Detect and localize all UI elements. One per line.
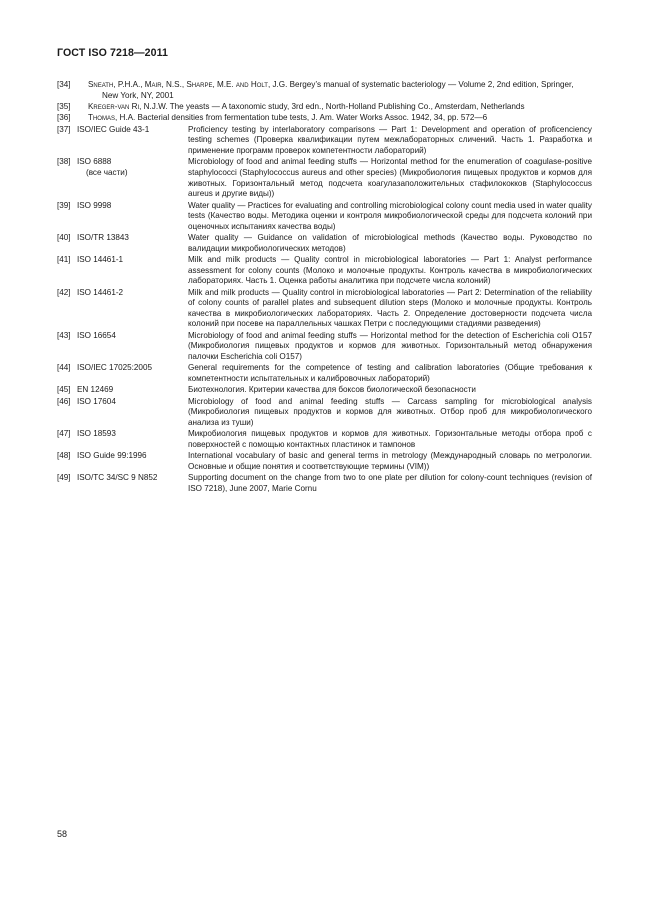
reference-code: ISO 17604 — [77, 396, 116, 406]
reference-code: ISO 14461-1 — [77, 255, 124, 265]
reference-text: Water quality — Guidance on validation of microbiological methods (Качество воды. Руководство по валидации микробиологических методов) — [188, 233, 592, 253]
reference-item — [57, 397, 592, 429]
reference-text: J.G. Bergey’s manual of systematic bacteriology — Volume 2, 2nd edition, Springer, New York, NY, 2001 — [102, 80, 574, 100]
reference-text: Microbiology of food and animal feeding stuffs — Horizontal method for the enumeration of coagulase-positive staphylococci (Staphylococcus aureus and other species) (Микробиология пищевых продуктов и кормов для животных. Горизонтальный метод подсчета коагулазаположительных стафилококков (Staphylococcus aureus и другие виды)) — [188, 157, 592, 199]
reference-number: [48] — [57, 451, 71, 461]
reference-number: [37] — [57, 124, 71, 134]
reference-code: ISO Guide 99:1996 — [77, 451, 147, 461]
reference-body — [88, 113, 592, 124]
reference-number: [42] — [57, 287, 71, 297]
bibliography-list — [57, 80, 592, 495]
reference-number: [43] — [57, 330, 71, 340]
reference-item — [57, 363, 592, 384]
reference-number: [47] — [57, 429, 71, 439]
page-number: 58 — [57, 829, 68, 839]
reference-text: International vocabulary of basic and general terms in metrology (Международный словарь по метрологии. Основные и общие понятия и соответствующие термины (VIM)) — [188, 451, 592, 471]
reference-text: Proficiency testing by interlaboratory comparisons — Part 1: Development and operation of proficenciency testing schemes (Проверка квалификации путем межлабораторных сличений. Часть 1. Разработка и применение программ проверок компетентности лабораторий) — [188, 124, 592, 155]
reference-code: ISO/TR 13843 — [77, 233, 129, 243]
reference-text: Milk and milk products — Quality control in microbiological laboratories — Part 2: Determination of the reliability of colony counts of parallel plates and subsequent dilution steps (Молоко и молочные продукты. Контроль качества в микробиологических лабораториях. Часть 2. Определение достоверности подсчета числа колоний при посеве на параллельных чашках Петри с последующими стадиями разведения) — [188, 287, 592, 329]
reference-code: ISO 16654 — [77, 330, 116, 340]
reference-item — [57, 157, 592, 199]
reference-item — [57, 233, 592, 254]
reference-item — [57, 80, 592, 101]
reference-authors: Sneath, P.H.A., Mair, N.S., Sharpe, M.E. and Holt, — [88, 80, 271, 89]
reference-number: [41] — [57, 255, 71, 265]
reference-text: Milk and milk products — Quality control in microbiological laboratories — Part 1: Analyst performance assessment for colony counts (Молоко и молочные продукты. Контроль качества в микробиологических лабораториях. Часть 1. Оценка работы аналитика при подсчете числа колоний) — [188, 255, 592, 286]
reference-text: Микробиология пищевых продуктов и кормов для животных. Горизонтальные методы отбора проб с поверхностей с помощью контактных пластинок и тампонов — [188, 429, 592, 449]
reference-number: [46] — [57, 396, 71, 406]
reference-item — [57, 288, 592, 330]
reference-body — [88, 102, 592, 113]
reference-text: N.J.W. The yeasts — A taxonomic study, 3rd edn., North-Holland Publishing Co., Amsterdam, Netherlands — [141, 101, 525, 111]
reference-item — [57, 102, 592, 113]
reference-text: Биотехнология. Критерии качества для боксов биологической безопасности — [188, 385, 476, 395]
reference-number: [34] — [57, 80, 71, 89]
reference-number: [38] — [57, 157, 71, 167]
reference-number: [36] — [57, 113, 71, 123]
reference-code-note: (все части) — [86, 167, 128, 177]
reference-code: ISO 14461-2 — [77, 287, 124, 297]
reference-authors: Thomas, — [88, 113, 118, 123]
reference-item — [57, 125, 592, 157]
reference-text: Microbiology of food and animal feeding stuffs — Carcass sampling for microbiological analysis (Микробиология пищевых продуктов и кормов для животных. Отбор проб для микробиологического анализа из туши) — [188, 396, 592, 427]
reference-code: ISO 9998 — [77, 200, 112, 210]
reference-item — [57, 255, 592, 287]
reference-text: General requirements for the competence of testing and calibration laboratories (Общие требования к компетентности испытательных и калибровочных лабораторий) — [188, 363, 592, 383]
document-header: ГОСТ ISO 7218—2011 — [57, 47, 169, 59]
reference-authors: Kreger-van Ri, — [88, 101, 142, 111]
reference-code: EN 12469 — [77, 385, 114, 395]
reference-number: [44] — [57, 363, 71, 373]
reference-body — [88, 80, 592, 101]
reference-text: H.A. Bacterial densities from fermentation tube tests, J. Am. Water Works Assoc. 1942, 34, pp. 572—6 — [117, 113, 488, 123]
reference-code: ISO/IEC Guide 43-1 — [77, 124, 150, 134]
reference-item — [57, 473, 592, 494]
reference-text: Water quality — Practices for evaluating and controlling microbiological colony count media used in water quality tests (Качество воды. Методика оценки и контроля микробиологической среды для подсчета колоний при оценочных испытаниях качества воды) — [188, 200, 592, 231]
reference-code: ISO 6888 (все части) — [77, 157, 188, 199]
reference-number: [45] — [57, 385, 71, 395]
reference-text: Microbiology of food and animal feeding stuffs — Horizontal method for the detection of Escherichia coli O157 (Микробиология пищевых продуктов и кормов для животных. Горизонтальный метод обнаружения палочки Escherichia coli O157) — [188, 330, 592, 362]
reference-number: [35] — [57, 101, 71, 111]
reference-item — [57, 385, 592, 396]
reference-number: [49] — [57, 473, 71, 483]
reference-item — [57, 451, 592, 472]
reference-number: [40] — [57, 233, 71, 243]
reference-code: ISO/TC 34/SC 9 N852 — [77, 473, 158, 483]
reference-item — [57, 331, 592, 363]
reference-code: ISO/IEC 17025:2005 — [77, 363, 152, 373]
reference-number: [39] — [57, 200, 71, 210]
reference-code: ISO 18593 — [77, 429, 116, 439]
reference-item — [57, 201, 592, 233]
reference-item — [57, 429, 592, 450]
reference-item — [57, 113, 592, 124]
reference-text: Supporting document on the change from two to one plate per dilution for colony-count techniques (revision of ISO 7218), June 2007, Marie Cornu — [188, 473, 592, 493]
